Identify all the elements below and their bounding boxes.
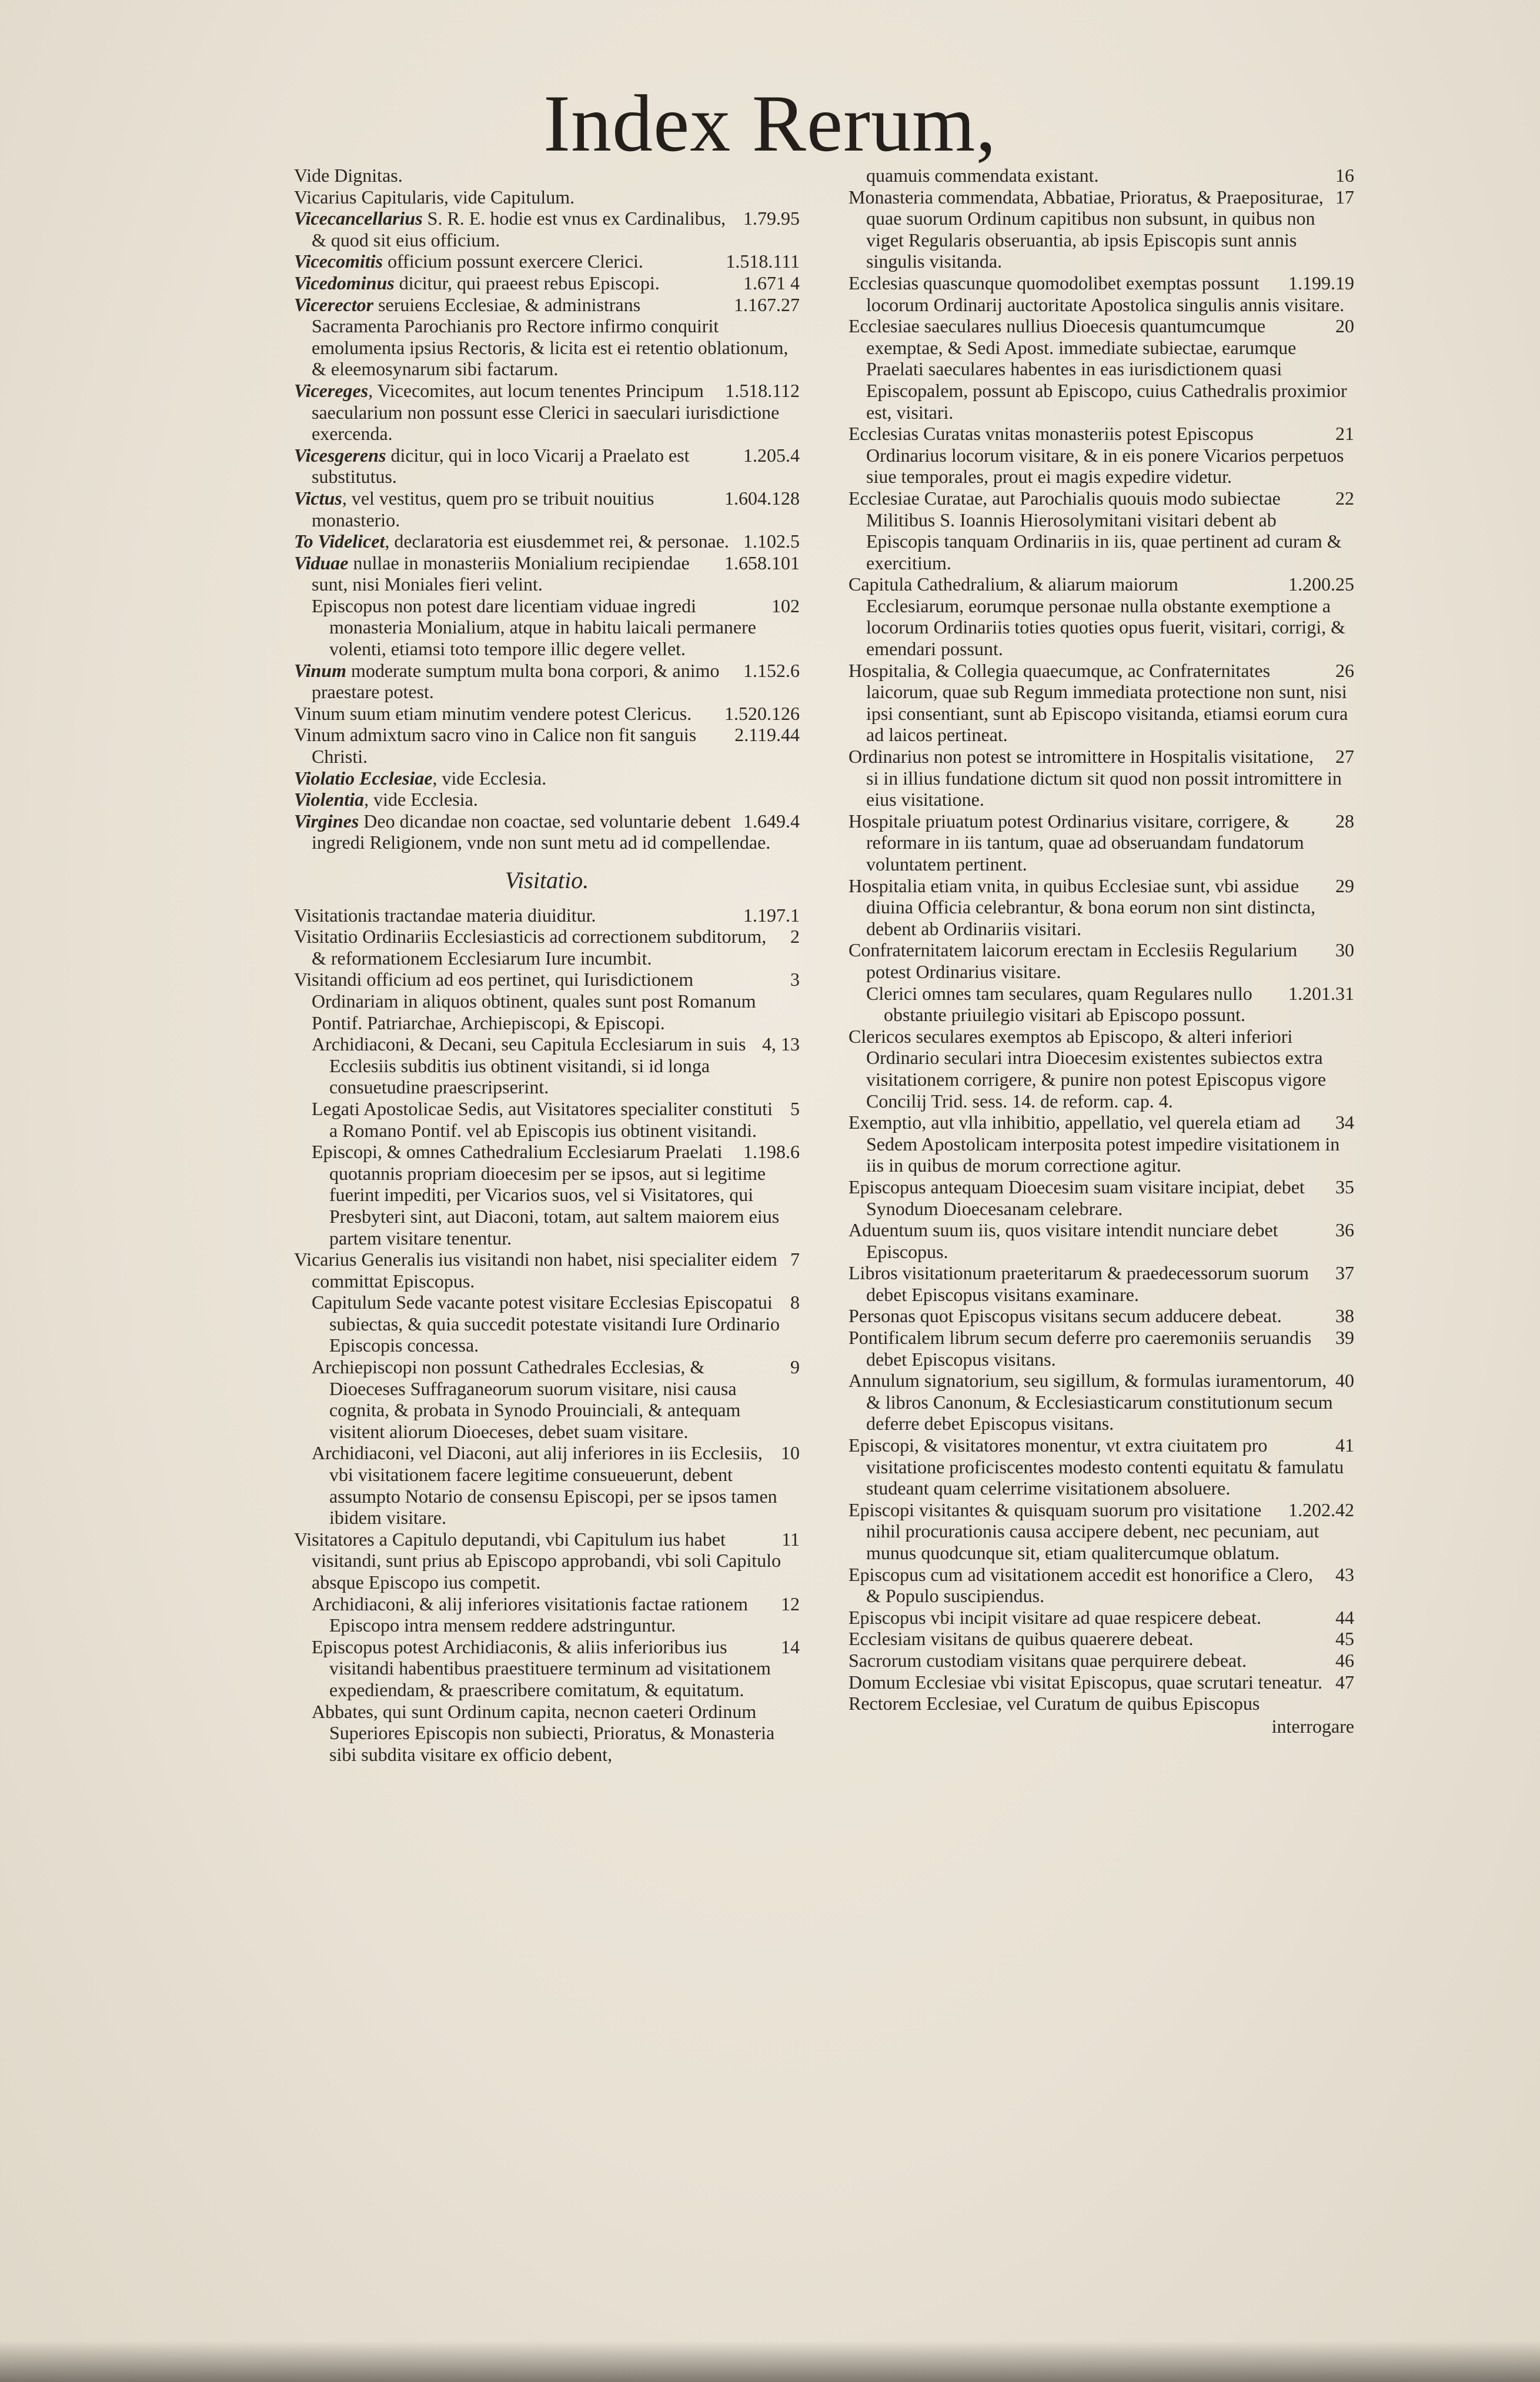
- entry-reference: 1.518.112: [725, 379, 800, 401]
- entry-reference: 22: [1335, 487, 1354, 509]
- index-entry: [294, 1249, 800, 1292]
- entry-text: S. R. E. hodie est vnus ex Cardinalibus, & quod sit eius officium.: [312, 208, 726, 251]
- entry-text: Ecclesiae saeculares nullius Dioecesis quantumcumque exemptae, & Sedi Apost. immediate subiectae, earumque Praelati saeculares habentes in eas iurisdictionem quasi Episcopalem, possunt ab Episcopo, cuius Cathedralis proximior est, visitari.: [848, 315, 1347, 423]
- entry-reference: 1.200.25: [1288, 573, 1354, 595]
- entry-keyword: Vinum: [294, 659, 346, 681]
- entry-reference: 1.198.6: [743, 1141, 800, 1163]
- index-entry: [294, 703, 800, 725]
- index-entry: [848, 573, 1354, 659]
- index-entry: [848, 1370, 1354, 1434]
- entry-text: Episcopus cum ad visitationem accedit est honorifice a Clero, & Populo suscipiendus.: [848, 1563, 1313, 1607]
- entry-text: officium possunt exercere Clerici.: [383, 251, 643, 272]
- entry-text: Personas quot Episcopus visitans secum adducere debeat.: [848, 1305, 1282, 1327]
- entry-reference: 41: [1335, 1434, 1354, 1456]
- entry-keyword: Vicereges: [294, 379, 369, 401]
- index-entry: [294, 380, 800, 445]
- entry-reference: 47: [1335, 1671, 1354, 1693]
- entry-text: Sacrorum custodiam visitans quae perquirere debeat.: [848, 1649, 1247, 1671]
- entry-reference: 30: [1335, 939, 1354, 961]
- section-entry-list: [294, 905, 800, 1766]
- index-entry: [848, 165, 1354, 186]
- index-entry: [294, 1033, 800, 1098]
- entry-reference: 4, 13: [762, 1033, 800, 1055]
- entry-reference: 37: [1335, 1262, 1354, 1284]
- index-entry: [294, 926, 800, 969]
- entry-reference: 1.518.111: [726, 251, 800, 272]
- entry-text: Ecclesiae Curatae, aut Parochialis quouis modo subiectae Militibus S. Ioannis Hierosolymitani visitari debent ab Episcopis tanquam Ordinariis in iis, quae pertinent ad curam & exercitium.: [848, 487, 1342, 573]
- index-entry: [848, 1327, 1354, 1370]
- index-entry: [848, 1305, 1354, 1327]
- right-entry-list: [848, 165, 1354, 1714]
- entry-text: Pontificalem librum secum deferre pro caeremoniis seruandis debet Episcopus visitans.: [848, 1327, 1312, 1370]
- entry-text: Ordinarius non potest se intromittere in Hospitalis visitatione, si in illius fundatione dictum sit quod non possit intromittere in eius visitatione.: [848, 746, 1342, 810]
- entry-text: Capitulum Sede vacante potest visitare Ecclesias Episcopatui subiectas, & quia succedit potestate visitandi Iure Ordinario Episcopis concessa.: [312, 1292, 780, 1356]
- entry-text: Rectorem Ecclesiae, vel Curatum de quibus Episcopus: [848, 1693, 1260, 1714]
- entry-reference: 38: [1335, 1305, 1354, 1327]
- entry-text: Abbates, qui sunt Ordinum capita, necnon caeteri Ordinum Superiores Episcopis non subiecti, Prioratus, & Monasteria sibi subdita visitare ex officio debent,: [312, 1700, 775, 1765]
- entry-keyword: Violentia: [294, 789, 365, 810]
- index-entry: [294, 165, 800, 186]
- entry-text: Vide Dignitas.: [294, 165, 403, 186]
- entry-text: Deo dicandae non coactae, sed voluntarie debent ingredi Religionem, vnde non sunt metu ad id compellendae.: [312, 810, 771, 853]
- entry-text: Episcopus antequam Dioecesim suam visitare incipiat, debet Synodum Dioecesanam celebrare.: [848, 1176, 1305, 1219]
- index-entry: [294, 186, 800, 208]
- entry-reference: 1.197.1: [743, 904, 800, 926]
- page-title: Index Rerum,: [543, 78, 997, 168]
- entry-keyword: Violatio Ecclesiae: [294, 767, 433, 789]
- index-entry: [848, 1693, 1354, 1714]
- index-entry: [294, 531, 800, 552]
- entry-text: Visitationis tractandae materia diuiditur.: [294, 904, 596, 926]
- index-entry: [294, 552, 800, 595]
- entry-text: Domum Ecclesiae vbi visitat Episcopus, quae scrutari teneatur.: [848, 1671, 1322, 1693]
- index-entry: [848, 1564, 1354, 1607]
- index-entry: [848, 660, 1354, 746]
- entry-text: Vicarius Generalis ius visitandi non habet, nisi specialiter eidem committat Episcopus.: [294, 1249, 777, 1292]
- entry-reference: 1.201.31: [1288, 982, 1354, 1004]
- index-entry: [848, 1176, 1354, 1219]
- index-entry: [294, 445, 800, 488]
- entry-text: Hospitale priuatum potest Ordinarius visitare, corrigere, & reformare in iis tantum, quae ad obseruandam fundatorum voluntatem pertinent.: [848, 810, 1304, 875]
- entry-reference: 44: [1335, 1606, 1354, 1628]
- entry-keyword: Vicecancellarius: [294, 208, 423, 229]
- entry-reference: 12: [781, 1593, 800, 1614]
- entry-reference: 1.79.95: [743, 208, 800, 229]
- entry-reference: 43: [1335, 1563, 1354, 1585]
- entry-text: dicitur, qui in loco Vicarij a Praelato est substitutus.: [312, 444, 690, 488]
- index-entry: [848, 746, 1354, 810]
- entry-text: Episcopus non potest dare licentiam viduae ingredi monasteria Monialium, atque in habitu laicali permanere volenti, etiamsi toto tempore illic degere vellet.: [312, 595, 756, 660]
- entry-reference: 1.152.6: [743, 659, 800, 681]
- index-entry: [294, 1529, 800, 1593]
- entry-text: , vide Ecclesia.: [432, 767, 547, 789]
- entry-text: Aduentum suum iis, quos visitare intendit nunciare debet Episcopus.: [848, 1219, 1278, 1262]
- index-entry: [294, 789, 800, 810]
- index-entry: [848, 983, 1354, 1026]
- entry-text: quamuis commendata existant.: [866, 165, 1099, 186]
- entry-reference: 5: [790, 1097, 800, 1119]
- entry-reference: 29: [1335, 875, 1354, 896]
- index-entry: [294, 810, 800, 853]
- index-entry: [848, 1607, 1354, 1629]
- index-entry: [294, 969, 800, 1033]
- entry-reference: 14: [781, 1636, 800, 1657]
- entry-reference: 102: [771, 595, 800, 616]
- index-entry: [294, 724, 800, 767]
- entry-keyword: Vicecomitis: [294, 251, 383, 272]
- index-entry: [294, 905, 800, 926]
- entry-text: Ecclesias Curatas vnitas monasteriis potest Episcopus Ordinarius locorum visitare, & in eis ponere Vicarios perpetuos siue temporales, prout ei magis expedire videtur.: [848, 423, 1344, 488]
- entry-reference: 1.202.42: [1288, 1499, 1354, 1520]
- entry-text: , vel vestitus, quem pro se tribuit nouitius monasterio.: [312, 487, 654, 531]
- index-entry: [848, 1672, 1354, 1693]
- index-entry: [294, 660, 800, 703]
- index-entry: [848, 1628, 1354, 1650]
- entry-reference: 1.520.126: [724, 702, 800, 724]
- entry-reference: 11: [781, 1528, 800, 1550]
- entry-reference: 46: [1335, 1649, 1354, 1671]
- left-column: [294, 165, 800, 1765]
- entry-reference: 3: [790, 969, 800, 990]
- index-entry: [848, 488, 1354, 573]
- entry-reference: 20: [1335, 315, 1354, 337]
- entry-text: Visitatores a Capitulo deputandi, vbi Capitulum ius habet visitandi, sunt prius ab Episcopo approbandi, vbi soli Capitulo absque Episcopo ius competit.: [294, 1528, 781, 1593]
- index-entry: [848, 315, 1354, 423]
- index-entry: [294, 488, 800, 531]
- index-entry: [848, 423, 1354, 488]
- entry-text: Vinum admixtum sacro vino in Calice non fit sanguis Christi.: [294, 724, 697, 768]
- entry-reference: 10: [781, 1442, 800, 1464]
- index-entry: [294, 1356, 800, 1442]
- entry-text: Archidiaconi, & alij inferiores visitationis factae rationem Episcopo intra mensem reddere adstringuntur.: [312, 1593, 748, 1636]
- entry-reference: 2.119.44: [734, 724, 800, 746]
- right-column: [848, 165, 1354, 1737]
- entry-reference: 1.199.19: [1288, 272, 1354, 293]
- index-entry: [848, 1499, 1354, 1564]
- entry-text: seruiens Ecclesiae, & administrans Sacramenta Parochianis pro Rectore infirmo conquirit emolumenta ipsius Rectoris, & licita est ei retentio oblationum, & eleemosynarum sibi factarum.: [312, 293, 789, 380]
- entry-text: Capitula Cathedralium, & aliarum maiorum Ecclesiarum, eorumque personae nulla obstante exemptione a locorum Ordinariis toties quoties opus fuerit, visitari, corrigi, & emendari possunt.: [848, 573, 1345, 660]
- entry-reference: 27: [1335, 746, 1354, 768]
- entry-keyword: Victus: [294, 487, 342, 509]
- entry-text: , declaratoria est eiusdemmet rei, & personae.: [385, 531, 729, 552]
- index-entry: [294, 768, 800, 789]
- entry-reference: 1.671 4: [743, 272, 800, 293]
- entry-keyword: To Videlicet: [294, 531, 385, 552]
- entry-text: Episcopi, & visitatores monentur, vt extra ciuitatem pro visitatione proficiscentes modesto contenti equitatu & famulatu studeant quam celerrime visitationem absoluere.: [848, 1434, 1344, 1499]
- entry-reference: 1.102.5: [743, 531, 800, 552]
- entry-reference: 1.604.128: [724, 487, 800, 509]
- entry-text: Legati Apostolicae Sedis, aut Visitatores specialiter constituti a Romano Pontif. vel ab Episcopis ius obtinent visitandi.: [312, 1097, 773, 1141]
- entry-keyword: Virgines: [294, 810, 359, 832]
- index-entry: [294, 1098, 800, 1141]
- catchword: interrogare: [1271, 1715, 1354, 1737]
- entry-reference: 17: [1335, 186, 1354, 208]
- entry-reference: 9: [790, 1356, 800, 1378]
- index-entry: [294, 1442, 800, 1528]
- entry-reference: 8: [790, 1292, 800, 1313]
- index-entry: [294, 272, 800, 294]
- entry-text: Confraternitatem laicorum erectam in Ecclesiis Regularium potest Ordinarius visitare.: [848, 939, 1298, 982]
- entry-text: Hospitalia etiam vnita, in quibus Ecclesiae sunt, vbi assidue diuina Officia celebrantur, & bona eorum non sint distincta, debent ab Ordinariis visitari.: [848, 875, 1316, 939]
- index-entry: [848, 810, 1354, 875]
- entry-text: Visitandi officium ad eos pertinet, qui Iurisdictionem Ordinariam in aliquos obtinent, quales sunt post Romanum Pontif. Patriarchae, Archiepiscopi, & Episcopi.: [294, 969, 756, 1033]
- entry-text: Vinum suum etiam minutim vendere potest Clericus.: [294, 702, 692, 724]
- index-entry: [294, 1593, 800, 1636]
- entry-text: Episcopi visitantes & quisquam suorum pro visitatione nihil procurationis causa accipere debent, nec pecuniam, aut munus quodcunque sit, etiam qualitercumque oblatum.: [848, 1499, 1319, 1563]
- entry-text: Monasteria commendata, Abbatiae, Prioratus, & Praepositurae, quae suorum Ordinum capitibus non subsunt, in quibus non viget Regularis obseruantia, ab ipsis Episcopis sunt annis singulis visitanda.: [848, 186, 1324, 272]
- entry-keyword: Vicerector: [294, 293, 374, 315]
- index-entry: [848, 1026, 1354, 1112]
- entry-reference: 1.167.27: [734, 293, 800, 315]
- entry-text: Clericos seculares exemptos ab Episcopo, & alteri inferiori Ordinario seculari intra Dioecesim existentes subiectos extra visitationem corrigere, & punire non potest Episcopus vigore Concilij Trid. sess. 14. de reform. cap. 4.: [848, 1025, 1327, 1112]
- entry-text: Visitatio Ordinariis Ecclesiasticis ad correctionem subditorum, & reformationem Ecclesiarum Iure incumbit.: [294, 926, 767, 969]
- entry-reference: 2: [790, 926, 800, 948]
- entry-text: Archidiaconi, vel Diaconi, aut alij inferiores in iis Ecclesiis, vbi visitationem facere legitime consueuerunt, debent assumpto Notario de consensu Episcopi, per se ipsos tamen ibidem visitare.: [312, 1442, 777, 1529]
- index-entry: [294, 251, 800, 272]
- entry-reference: 1.658.101: [724, 552, 800, 573]
- index-entry: [848, 1112, 1354, 1176]
- index-entry: [848, 1434, 1354, 1499]
- index-entry: [294, 294, 800, 380]
- entry-text: Episcopus potest Archidiaconis, & aliis inferioribus ius visitandi habentibus praestituere terminum ad visitationem expediendam, & praescribere comitatum, & equitatum.: [312, 1636, 771, 1700]
- entry-text: Annulum signatorium, seu sigillum, & formulas iuramentorum, & libros Canonum, & Ecclesiasticarum constitutionum secum deferre debet Episcopus visitans.: [848, 1370, 1333, 1434]
- entry-text: moderate sumptum multa bona corpori, & animo praestare potest.: [312, 659, 720, 703]
- entry-text: Episcopi, & omnes Cathedralium Ecclesiarum Praelati quotannis propriam dioecesim per se ipsos, aut si legitime fuerint impediti, per Vicarios suos, vel si Visitatores, qui Presbyteri sint, aut Diaconi, totam, aut saltem maiorem eius partem visitare tenentur.: [312, 1141, 780, 1249]
- entry-reference: 21: [1335, 423, 1354, 445]
- entry-text: dicitur, qui praeest rebus Episcopi.: [394, 272, 660, 293]
- entry-text: Exemptio, aut vlla inhibitio, appellatio, vel querela etiam ad Sedem Apostolicam interposita potest impedire visitationem in iis in quibus de morum correctione agitur.: [848, 1112, 1340, 1176]
- entry-reference: 28: [1335, 810, 1354, 832]
- index-entry: [848, 939, 1354, 982]
- index-entry: [294, 208, 800, 251]
- index-entry: [294, 1636, 800, 1701]
- left-entry-list: [294, 165, 800, 853]
- entry-reference: 16: [1335, 165, 1354, 186]
- entry-text: Libros visitationum praeteritarum & praedecessorum suorum debet Episcopus visitans examinare.: [848, 1262, 1309, 1305]
- entry-reference: 26: [1335, 659, 1354, 681]
- entry-reference: 39: [1335, 1327, 1354, 1349]
- entry-text: , Vicecomites, aut locum tenentes Principum saecularium non possunt esse Clerici in saeculari iurisdictione exercenda.: [312, 379, 780, 445]
- index-entry: [294, 1141, 800, 1249]
- entry-keyword: Vicedominus: [294, 272, 395, 293]
- scan-edge-shadow: [0, 2341, 1540, 2382]
- entry-reference: 45: [1335, 1628, 1354, 1650]
- index-entry: [848, 272, 1354, 315]
- entry-keyword: Vicesgerens: [294, 444, 386, 466]
- entry-text: Clerici omnes tam seculares, quam Regulares nullo obstante priuilegio visitari ab Episcopo possunt.: [866, 982, 1252, 1026]
- index-entry: [848, 1219, 1354, 1262]
- entry-text: Archiepiscopi non possunt Cathedrales Ecclesias, & Dioeceses Suffraganeorum suorum visitare, nisi causa cognita, & probata in Synodo Prouinciali, & antequam visitent aliorum Dioeceses, debet suam visitare.: [312, 1356, 741, 1442]
- index-entry: [848, 875, 1354, 940]
- index-entry: [294, 595, 800, 660]
- entry-reference: 1.649.4: [743, 810, 800, 832]
- entry-reference: 36: [1335, 1219, 1354, 1241]
- entry-reference: 7: [790, 1249, 800, 1270]
- entry-reference: 1.205.4: [743, 444, 800, 466]
- entry-text: Hospitalia, & Collegia quaecumque, ac Confraternitates laicorum, quae sub Regum immediata protectione non sunt, nisi ipsi consentiant, sunt ab Episcopo visitanda, etiamsi eorum cura ad laicos pertineat.: [848, 659, 1348, 746]
- entry-text: Vicarius Capitularis, vide Capitulum.: [294, 186, 575, 208]
- entry-text: Episcopus vbi incipit visitare ad quae respicere debeat.: [848, 1606, 1261, 1628]
- entry-keyword: Viduae: [294, 552, 349, 573]
- entry-reference: 35: [1335, 1176, 1354, 1197]
- section-heading: Visitatio.: [505, 867, 589, 893]
- index-entry: [848, 1262, 1354, 1305]
- entry-text: , vide Ecclesia.: [364, 789, 478, 810]
- index-entry: [294, 1701, 800, 1766]
- entry-text: Ecclesias quascunque quomodolibet exemptas possunt locorum Ordinarij auctoritate Apostolica singulis annis visitare.: [848, 272, 1345, 315]
- index-entry: [848, 1650, 1354, 1672]
- entry-reference: 40: [1335, 1370, 1354, 1392]
- index-entry: [848, 186, 1354, 272]
- index-entry: [294, 1292, 800, 1356]
- entry-text: nullae in monasteriis Monialium recipiendae sunt, nisi Moniales fieri velint.: [312, 552, 690, 595]
- entry-text: Ecclesiam visitans de quibus quaerere debeat.: [848, 1628, 1194, 1650]
- entry-text: Archidiaconi, & Decani, seu Capitula Ecclesiarum in suis Ecclesiis subditis ius obtinent visitandi, si id longa consuetudine praescripserint.: [312, 1033, 746, 1098]
- entry-reference: 34: [1335, 1112, 1354, 1133]
